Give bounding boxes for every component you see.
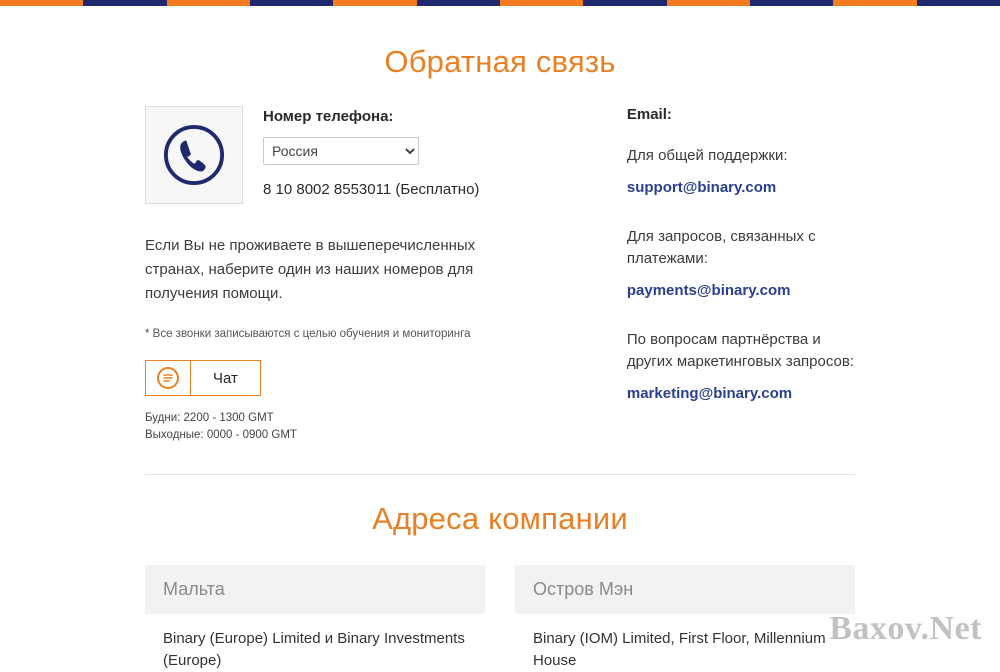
watermark: Baxov.Net [829, 610, 982, 647]
phone-number: 8 10 8002 8553011 (Бесплатно) [263, 181, 480, 198]
email-title: Email: [626, 106, 672, 123]
address-card-body: Binary (IOM) Limited, First Floor, Millennium House [533, 630, 826, 669]
phone-column [145, 106, 527, 444]
email-description: По вопросам партнёрства и других маркетинговых запросов: [626, 331, 854, 370]
contact-section [0, 80, 1000, 444]
page-content [0, 6, 1000, 672]
country-select[interactable] [263, 137, 419, 165]
address-card-heading: Мальта [145, 565, 485, 614]
phone-label: Номер телефона: [263, 108, 394, 125]
chat-bubble-icon [146, 361, 191, 395]
chat-button-label: Чат [213, 369, 238, 387]
chat-button[interactable] [145, 360, 261, 396]
email-description: Для общей поддержки: [626, 147, 788, 164]
email-link-support[interactable]: support@binary.com [626, 179, 777, 196]
addresses-title: Адреса компании [372, 501, 628, 536]
address-card-body: Binary (Europe) Limited и Binary Investments (Europe) [163, 630, 465, 669]
email-column [527, 106, 855, 444]
address-card-heading: Остров Мэн [515, 565, 855, 614]
addresses-section [0, 537, 1000, 672]
chat-hours-weekday: Будни: 2200 - 1300 GMT [145, 412, 274, 424]
phone-info [243, 106, 479, 198]
chat-hours [145, 410, 527, 444]
email-link-payments[interactable]: payments@binary.com [626, 282, 791, 299]
address-card [515, 565, 855, 672]
telephone-icon [145, 106, 243, 204]
phone-footnote: * Все звонки записываются с целью обучения и мониторинга [145, 328, 471, 340]
chat-hours-weekend: Выходные: 0000 - 0900 GMT [145, 429, 297, 441]
email-description: Для запросов, связанных с платежами: [626, 228, 816, 267]
phone-note: Если Вы не проживаете в вышеперечисленных странах, наберите один из наших номеров для получения помощи. [145, 237, 476, 302]
feedback-title: Обратная связь [384, 44, 616, 79]
address-card [145, 565, 485, 672]
email-link-marketing[interactable]: marketing@binary.com [626, 385, 793, 402]
phone-block [145, 106, 527, 204]
